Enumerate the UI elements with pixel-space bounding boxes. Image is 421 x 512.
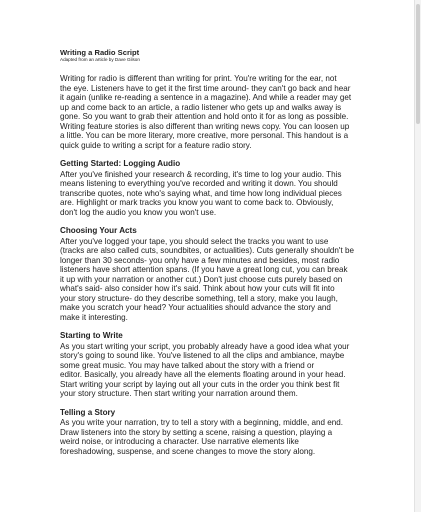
paragraph-line: means listening to everything you've recorded and writing it down. You should [60,179,338,188]
paragraph-line: Draw listeners into the story by setting a scene, raising a question, playing a [60,427,333,437]
paragraph-line: make it interesting. [60,312,128,322]
intro-line-1: Writing for radio is different than writing for print. You're writing for the ear, not [60,74,337,83]
section-paragraph [60,418,392,456]
section-paragraph [60,237,392,323]
document-title: Writing a Radio Script [60,48,140,57]
intro-line-6: Writing feature stories is also different than writing news copy. You can loosen up [60,121,350,131]
paragraph-line: are. Highlight or mark tracks you know you want to come back to. Obviously, [60,198,334,207]
paragraph-line: weird noise, or introducing a character. Use narrative elements like [60,437,299,446]
paragraph-line: your story structure- do they describe something, tell a story, make you laugh, [60,293,338,303]
paragraph-line: some great music. You may have talked about the story with a friend or [60,360,315,370]
paragraph-line: editor. Basically, you already have all the elements floating around in your head. [60,370,346,379]
intro-line-7: a little. You can be more literary, more creative, more personal. This handout is a [60,131,349,140]
section-choosing-acts [60,226,392,322]
section-starting-to-write [60,331,392,399]
paragraph-line: foreshadowing, suspense, and scene changes to move the story along. [60,446,316,456]
intro-line-8: quick guide to writing a script for a feature radio story. [60,140,252,150]
paragraph-line: it up with your narration or another cut.) Don't just choose cuts purely based on [60,274,343,284]
paragraph-line: your story structure. Then start writing your narration around them. [60,389,298,398]
paragraph-line: After you've logged your tape, you should select the tracks you want to use [60,236,329,246]
section-telling-a-story [60,408,392,457]
section-heading: Telling a Story [60,407,116,417]
paragraph-line: After you've finished your research & recording, it's time to log your audio. This [60,169,342,179]
section-heading: Starting to Write [60,331,123,340]
paragraph-line: what's said- also consider how it's said. Think about how your cuts will fit into [60,284,335,293]
intro-line-3: it again (unlike re-reading a sentence in a magazine). And while a reader may get [60,93,352,102]
section-paragraph [60,170,392,218]
paragraph-line: transcribe quotes, note who's saying what, and time how long individual pieces [60,188,342,198]
intro-line-4: up and come back to an article, a radio listener who gets up and walks away is [60,102,342,112]
section-logging-audio [60,159,392,217]
paragraph-line: don't log the audio you know you won't use. [60,207,217,217]
vertical-scrollbar[interactable] [414,0,421,512]
paragraph-line: listeners have short attention spans. (If you have a great long cut, you can break [60,265,348,274]
section-heading: Getting Started: Logging Audio [60,159,181,168]
paragraph-line: Start writing your script by laying out all your cuts in the order you think best fit [60,379,340,389]
intro-paragraph [60,74,392,150]
intro-line-2: the eye. Listeners have to get it the first time around- they can't go back and hear [60,83,351,93]
paragraph-line: As you start writing your script, you probably already have a good idea what your [60,341,350,351]
scrollbar-thumb[interactable] [416,4,420,124]
paragraph-line: make you scratch your head? Your actualities should advance the story and [60,303,331,312]
section-heading: Choosing Your Acts [60,226,137,235]
paragraph-line: (tracks are also called cuts, soundbites, or actualities). Cuts generally shouldn't be [60,246,354,255]
intro-line-5: gone. So you want to grab their attention and hold onto it for as long as possible. [60,112,349,121]
intro-section [60,74,392,150]
paragraph-line: As you write your narration, try to tell a story with a beginning, middle, and end. [60,418,343,427]
document-subtitle: Adapted from an article by Dave Gilson [60,57,140,62]
paragraph-line: longer than 30 seconds- you only have a few minutes and besides, most radio [60,255,340,265]
document-content [60,48,392,465]
section-paragraph [60,342,392,399]
paragraph-line: story's going to sound like. You've listened to all the clips and ambiance, maybe [60,351,345,360]
